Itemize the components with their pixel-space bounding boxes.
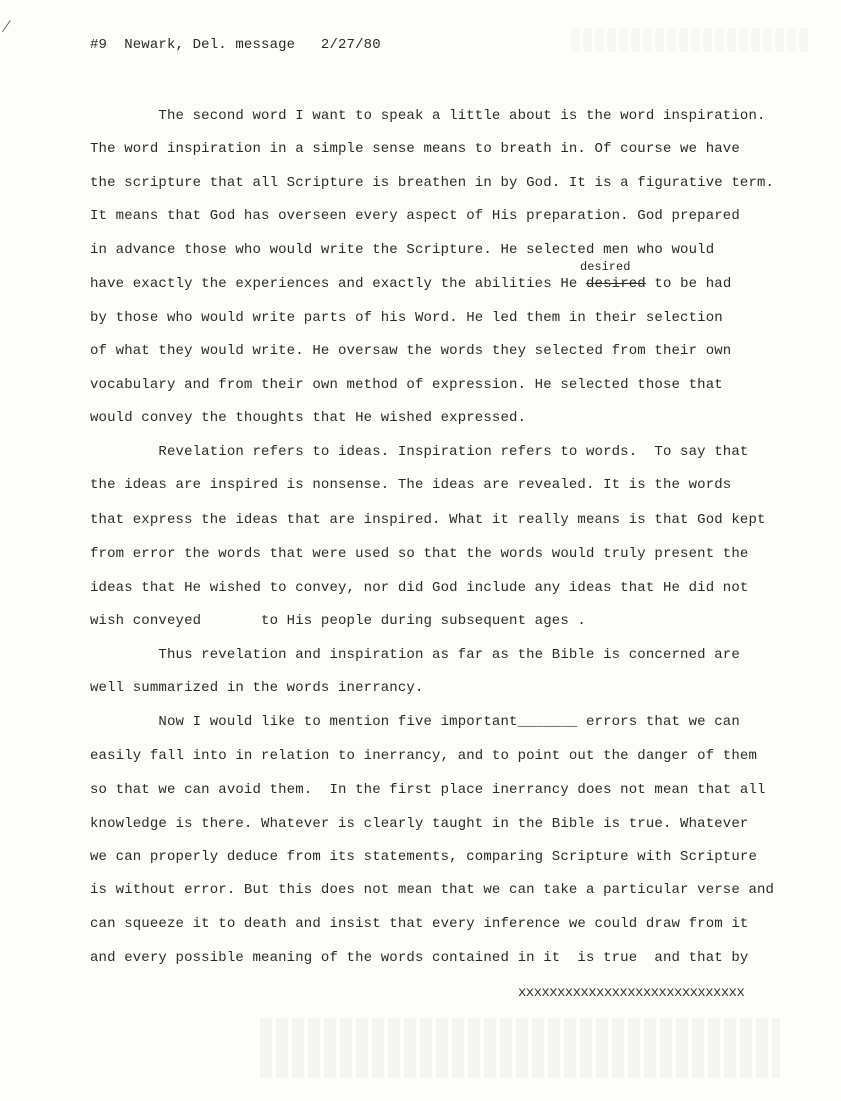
text-line: vocabulary and from their own method of expression. He selected those that (90, 377, 723, 393)
text-line: well summarized in the words inerrancy. (90, 680, 424, 696)
text-line: would convey the thoughts that He wished expressed. (90, 410, 527, 426)
text-line: the scripture that all Scripture is breathen in by God. It is a figurative term. (90, 175, 775, 191)
text-line: so that we can avoid them. In the first place inerrancy does not mean that all (90, 782, 766, 798)
insertion-note: desired (580, 260, 631, 274)
text-line: knowledge is there. Whatever is clearly taught in the Bible is true. Whatever (90, 816, 749, 832)
struck-out-line: xxxxxxxxxxxxxxxxxxxxxxxxxxxxx (518, 985, 745, 1001)
struck-word: desired (585, 276, 646, 292)
text-line: It means that God has overseen every aspect of His preparation. God prepared (90, 208, 740, 224)
text-line: the ideas are inspired is nonsense. The ideas are revealed. It is the words (90, 477, 732, 493)
text-line: The word inspiration in a simple sense means to breath in. Of course we have (90, 141, 740, 157)
text-line: Now I would like to mention five important_______ errors that we can (90, 714, 740, 730)
text-line: is without error. But this does not mean that we can take a particular verse and (90, 882, 775, 898)
text-line: in advance those who would write the Scripture. He selected men who would (90, 242, 715, 258)
text-line: from error the words that were used so that the words would truly present the (90, 546, 749, 562)
text-line: Thus revelation and inspiration as far as the Bible is concerned are (90, 647, 740, 663)
bleed-through-mark (260, 1018, 780, 1078)
corner-mark (2, 20, 19, 38)
text-line: Revelation refers to ideas. Inspiration refers to words. To say that (90, 444, 749, 460)
text-line: easily fall into in relation to inerrancy, and to point out the danger of them (90, 748, 758, 764)
text-line: we can properly deduce from its statements, comparing Scripture with Scripture (90, 849, 758, 865)
text-line: can squeeze it to death and insist that every inference we could draw from it (90, 916, 749, 932)
text-line: that express the ideas that are inspired. What it really means is that God kept (90, 512, 766, 528)
text-line: by those who would write parts of his Word. He led them in their selection (90, 310, 723, 326)
text-line: wish conveyed to His people during subsequent ages . (90, 613, 586, 629)
text-line: have exactly the experiences and exactly the abilities He desired to be had (90, 276, 732, 292)
text-line: and every possible meaning of the words contained in it is true and that by (90, 950, 749, 966)
document-header: #9 Newark, Del. message 2/27/80 (90, 37, 381, 53)
bleed-through-mark (571, 28, 811, 52)
text-line: ideas that He wished to convey, nor did God include any ideas that He did not (90, 580, 749, 596)
text-line: The second word I want to speak a little about is the word inspiration. (90, 108, 766, 124)
text-line: of what they would write. He oversaw the words they selected from their own (90, 343, 732, 359)
